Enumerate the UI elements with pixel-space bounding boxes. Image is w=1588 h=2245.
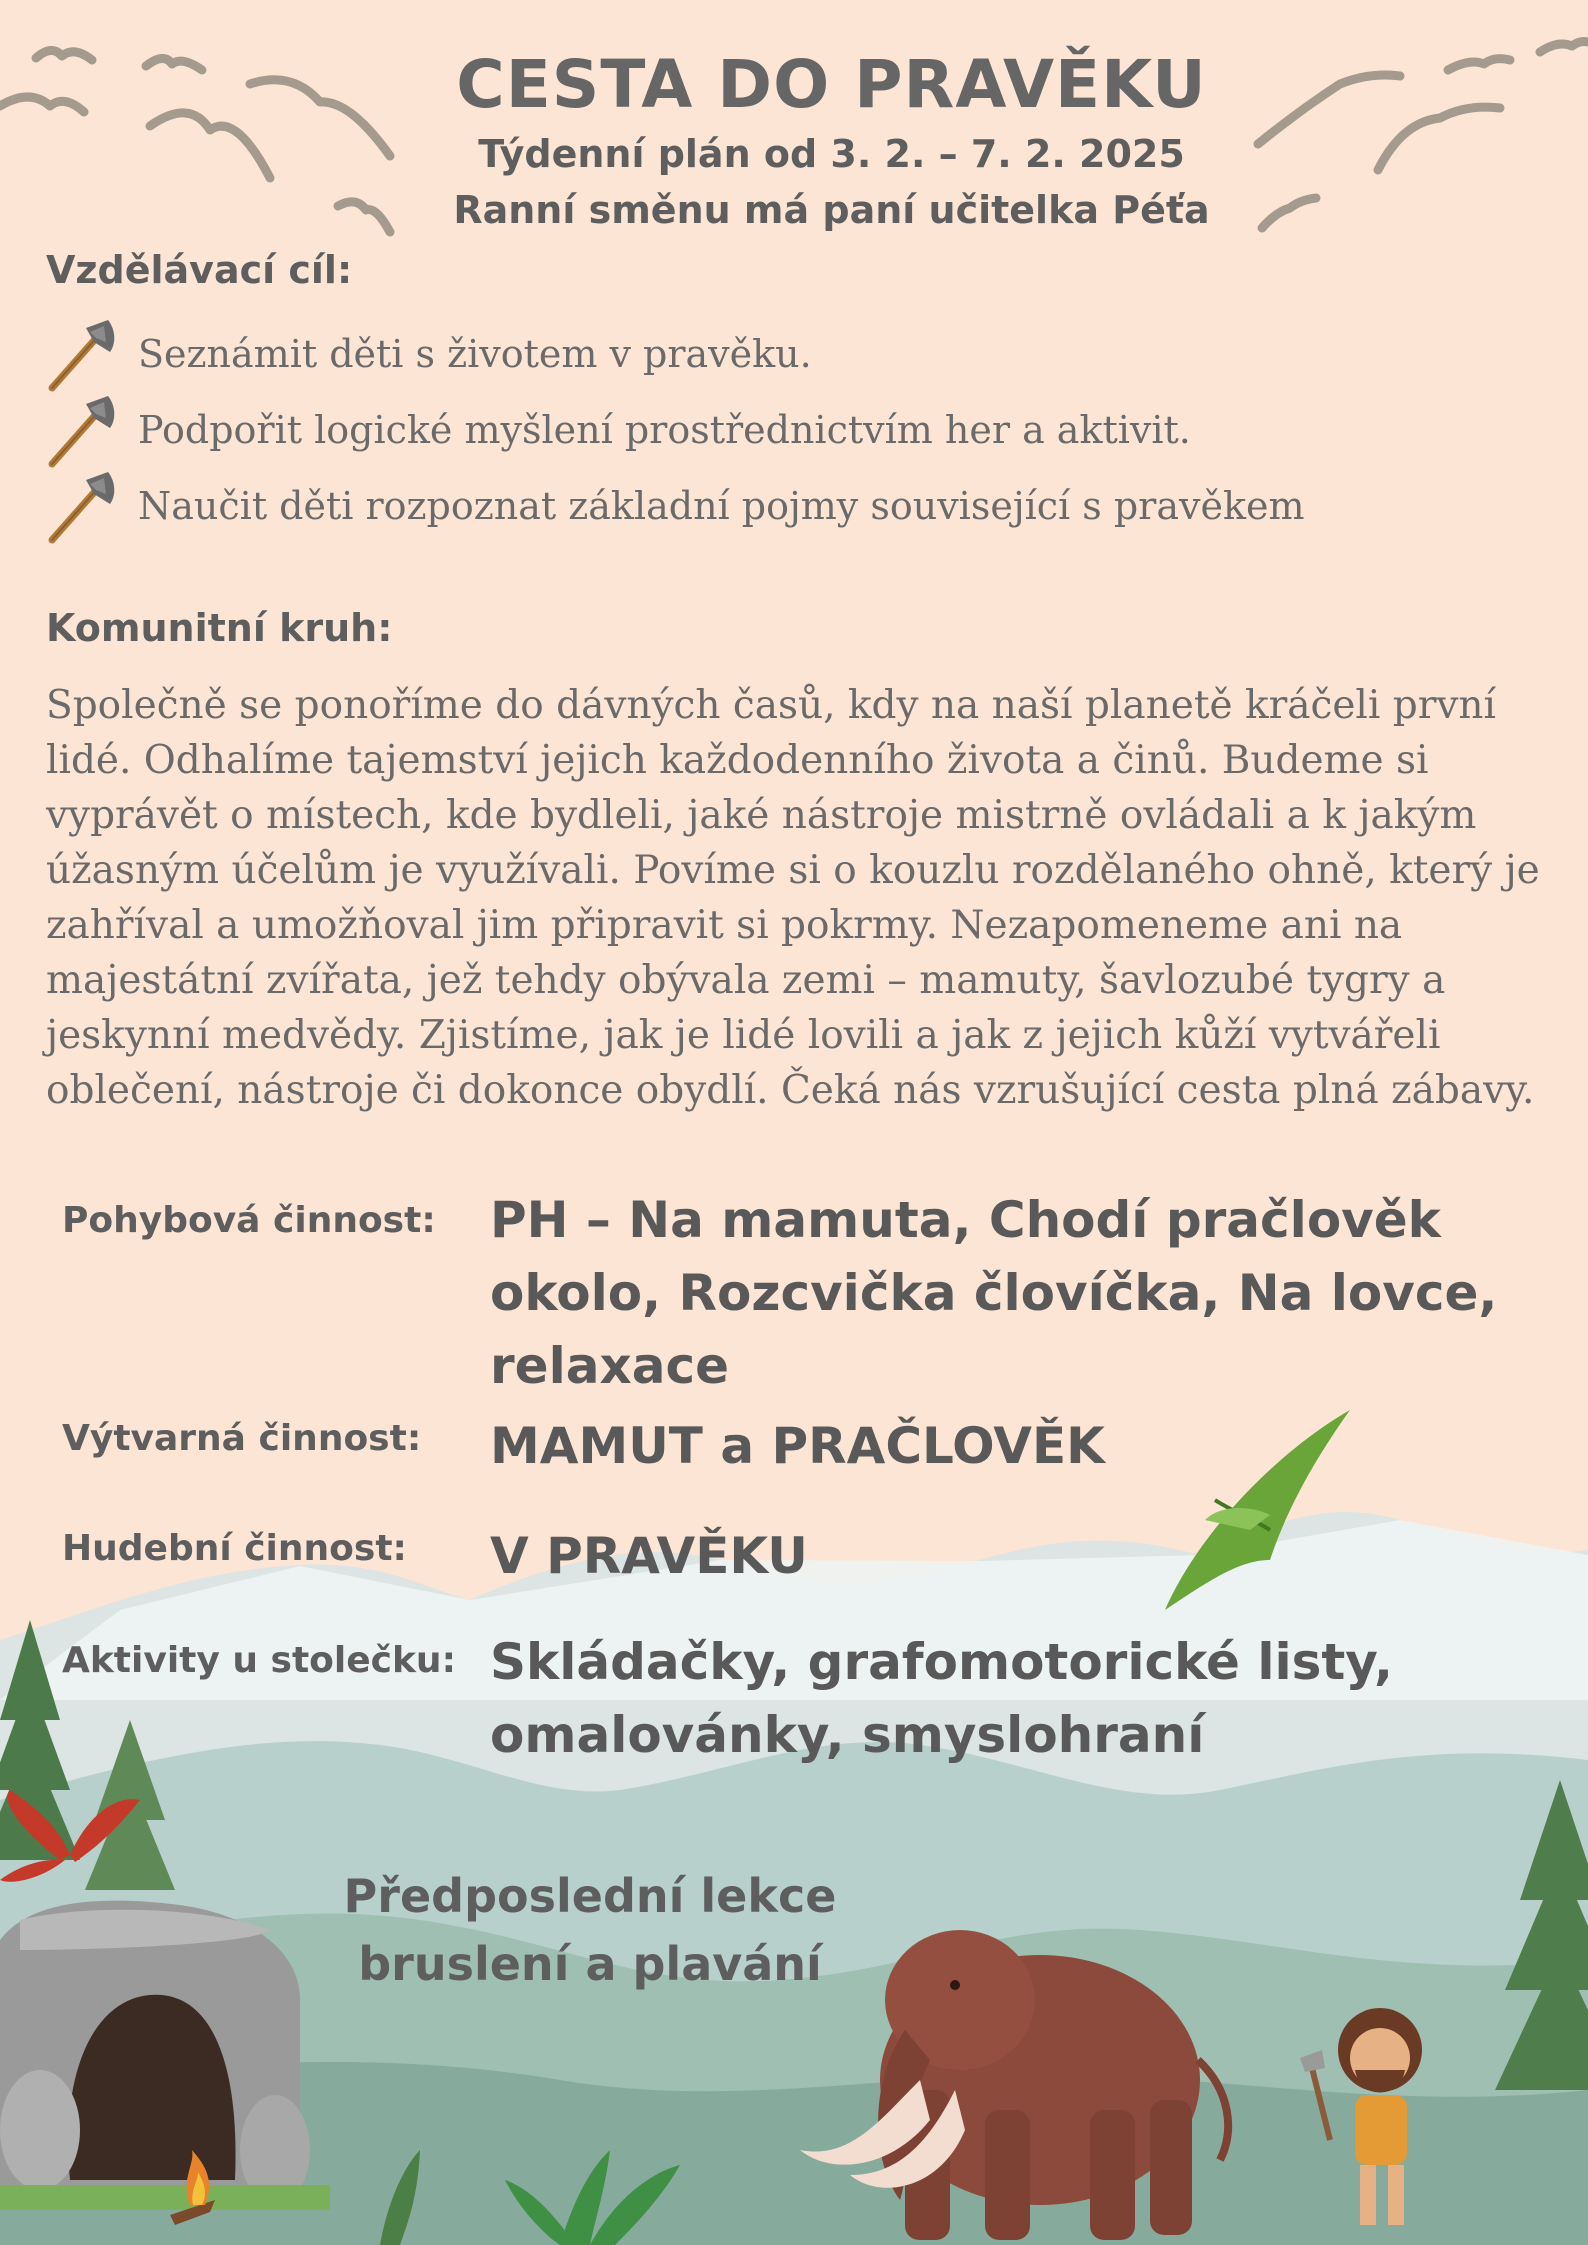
community-circle-heading: Komunitní kruh: xyxy=(46,606,393,650)
goal-item xyxy=(46,316,812,392)
activity-value-movement: PH – Na mamuta, Chodí pračlověk okolo, Rozcvička človíčka, Na lovce, relaxace xyxy=(490,1191,1498,1395)
activity-label-table: Aktivity u stolečku: xyxy=(62,1640,456,1681)
goal-item xyxy=(46,468,1305,544)
activity-value-art: MAMUT a PRAČLOVĚK xyxy=(490,1417,1105,1475)
activity-label-movement: Pohybová činnost: xyxy=(62,1200,436,1241)
stone-axe-icon xyxy=(46,468,118,544)
goal-text: Seznámit děti s životem v pravěku. xyxy=(138,332,812,376)
lesson-note xyxy=(300,1862,880,1998)
stone-axe-icon xyxy=(46,316,118,392)
activity-label-art: Výtvarná činnost: xyxy=(62,1418,422,1459)
lesson-note-line1: Předposlední lekce xyxy=(343,1869,837,1923)
week-range-subtitle: Týdenní plán od 3. 2. – 7. 2. 2025 xyxy=(478,132,1185,176)
activity-value-music: V PRAVĚKU xyxy=(490,1527,808,1585)
goal-text: Podpořit logické myšlení prostřednictvím her a aktivit. xyxy=(138,408,1191,452)
lesson-note-line2: bruslení a plavání xyxy=(358,1937,822,1991)
morning-shift-subtitle: Ranní směnu má paní učitelka Péťa xyxy=(453,188,1210,232)
page-title: CESTA DO PRAVĚKU xyxy=(456,46,1207,123)
goal-item xyxy=(46,392,1191,468)
community-circle-text: Společně se ponoříme do dávných časů, kdy na naší planetě kráčeli první lidé. Odhalíme tajemství jejich každodenního života a činů. Budeme si vyprávět o místech, kde bydleli, jaké nástroje mistrně ovládali a k jakým úžasným účelům je využívali. Povíme si o kouzlu rozdělaného ohně, který je zahříval a umožňoval jim připravit si pokrmy. Nezapomeneme ani na majestátní zvířata, jež tehdy obývala zemi – mamuty, šavlozubé tygry a jeskynní medvědy. Zjistíme, jak je lidé lovili a jak z jejich kůží vytvářeli oblečení, nástroje či dokonce obydlí. Čeká nás vzrušující cesta plná zábavy. xyxy=(46,683,1540,1113)
educational-goal-heading: Vzdělávací cíl: xyxy=(46,248,353,292)
goal-text: Naučit děti rozpoznat základní pojmy související s pravěkem xyxy=(138,484,1305,528)
activity-label-music: Hudební činnost: xyxy=(62,1528,407,1569)
stone-axe-icon xyxy=(46,392,118,468)
activity-value-table: Skládačky, grafomotorické listy, omalovánky, smyslohraní xyxy=(490,1633,1393,1764)
